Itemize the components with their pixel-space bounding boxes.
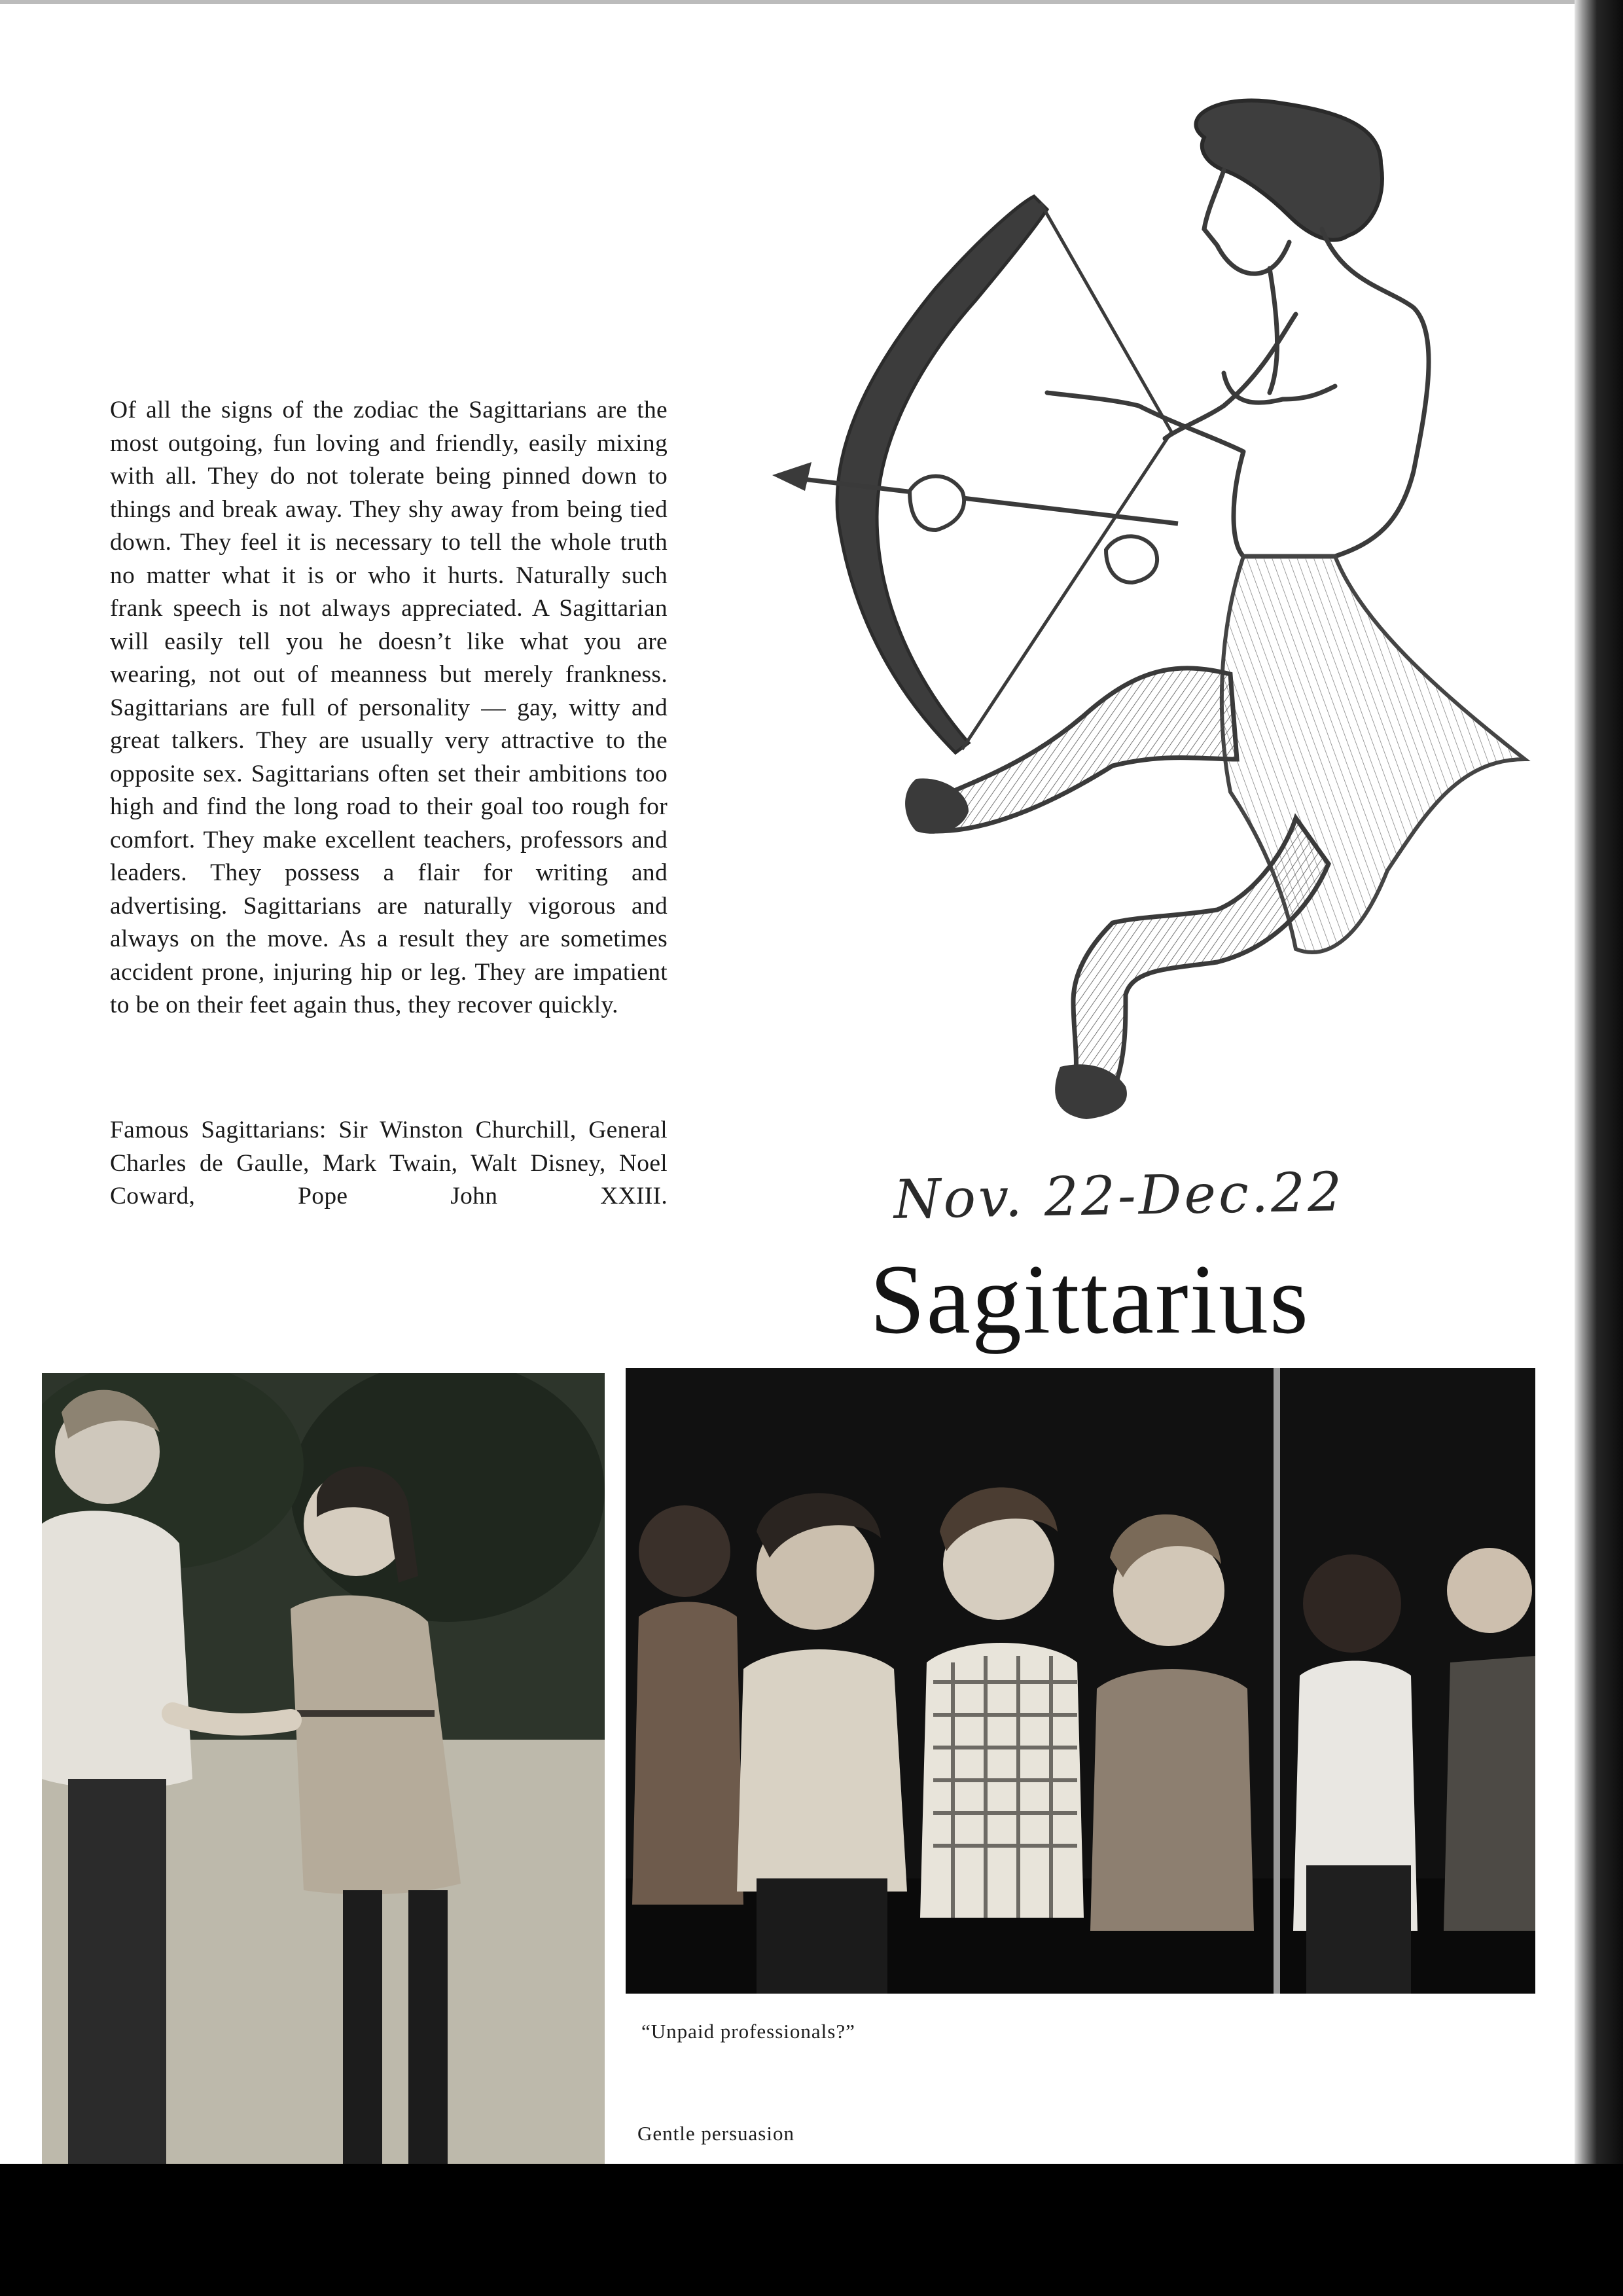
scan-top-edge <box>0 0 1597 4</box>
scan-bottom-edge <box>0 2164 1623 2296</box>
photo-right-illustration <box>626 1368 1535 1994</box>
date-range-handwritten: Nov. 22-Dec.22 <box>893 1160 1346 1232</box>
arrow-head <box>772 462 812 491</box>
caption-unpaid-professionals: “Unpaid professionals?” <box>641 2020 855 2043</box>
caption-gentle-persuasion: Gentle persuasion <box>637 2122 794 2145</box>
archer-leg-back <box>1073 818 1329 1093</box>
famous-sagittarians: Famous Sagittarians: Sir Winston Churchill, General Charles de Gaulle, Mark Twain, Walt Disney, Noel Coward, Pope John XXIII. <box>110 1117 668 1210</box>
photo-left-illustration <box>42 1373 605 2164</box>
article-body <box>110 394 668 1022</box>
photo-children-holding-hands <box>42 1373 605 2164</box>
bow-string <box>962 203 1171 749</box>
page-title: Sagittarius <box>869 1244 1310 1354</box>
sagittarius-archer-illustration <box>720 98 1571 1172</box>
archer-hand-back <box>1106 536 1157 583</box>
photo-children-singing <box>626 1368 1535 1994</box>
article-paragraph: Of all the signs of the zodiac the Sagittarians are the most outgoing, fun loving and friendly, easily mixing with all. They do not tolerate being pinned down to things and break away. They shy away from being tied down. They feel it is necessary to tell the whole truth no matter what it is or who it hurts. Naturally such frank speech is not always appreciated. A Sagittarian will easily tell you he doesn’t like what you are wearing, not out of meanness but merely frankness. Sagittarians are full of personality — gay, witty and great talkers. They are usually very attractive to the opposite sex. Sagittarians often set their ambitions too high and find the long road to their goal too rough for comfort. They make excellent teachers, professors and leaders. They possess a flair for writing and advertising. Sagittarians are naturally vigorous and always on the move. As a result they are sometimes accident prone, injuring hip or leg. They are impatient to be on their feet again thus, they recover quickly. <box>110 397 668 1018</box>
archer-hand-front <box>910 476 964 531</box>
archer-torso <box>1139 229 1429 556</box>
scan-right-edge <box>1575 0 1623 2166</box>
